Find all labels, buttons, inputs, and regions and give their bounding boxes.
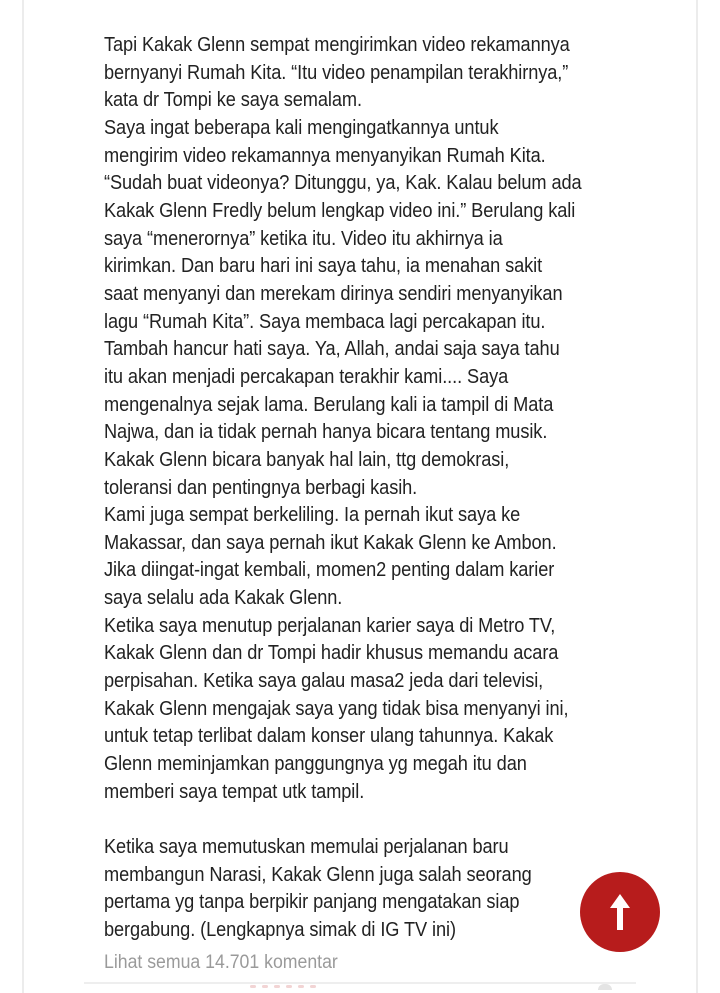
caption-line: saya “menerornya” ketika itu. Video itu akhirnya ia (104, 227, 503, 250)
caption-line: bergabung. (Lengkapnya simak di IG TV ini) (104, 919, 456, 941)
caption-line: Tapi Kakak Glenn sempat mengirimkan video rekamannya (104, 34, 570, 56)
caption-line: Najwa, dan ia tidak pernah hanya bicara tentang musik. (104, 421, 548, 444)
caption-line: bernyanyi Rumah Kita. “Itu video penampilan terakhirnya,” (104, 61, 569, 84)
card-border-right (696, 0, 698, 993)
caption-line: Saya ingat beberapa kali mengingatkannya untuk (104, 116, 499, 139)
card-border-left (22, 0, 24, 993)
caption-line: lagu “Rumah Kita”. Saya membaca lagi percakapan itu. (104, 310, 546, 333)
caption-line: Glenn meminjamkan panggungnya yg megah itu dan (104, 753, 527, 776)
caption-line: memberi saya tempat utk tampil. (104, 780, 365, 803)
caption-line: membangun Narasi, Kakak Glenn juga salah seorang (104, 863, 532, 886)
caption-line: toleransi dan pentingnya berbagi kasih. (104, 476, 418, 499)
divider (84, 982, 636, 984)
caption-line: kata dr Tompi ke saya semalam. (104, 89, 362, 112)
caption-line: Kakak Glenn bicara banyak hal lain, ttg demokrasi, (104, 448, 510, 471)
caption-line: Kami juga sempat berkeliling. Ia pernah ikut saya ke (104, 504, 521, 527)
caption-line: Kakak Glenn Fredly belum lengkap video ini.” Berulang kali (104, 199, 576, 222)
partial-icon (598, 984, 612, 990)
caption-line: “Sudah buat videonya? Ditunggu, ya, Kak. Kalau belum ada (104, 172, 582, 195)
arrow-up-icon (608, 892, 632, 932)
caption-line: saat menyanyi dan merekam dirinya sendiri menyanyikan (104, 282, 563, 305)
caption-line: Ketika saya memutuskan memulai perjalanan baru (104, 836, 509, 859)
caption-line: perpisahan. Ketika saya galau masa2 jeda dari televisi, (104, 670, 544, 693)
caption-blank-line (104, 806, 595, 834)
caption-line: Jika diingat-ingat kembali, momen2 penting dalam karier (104, 559, 555, 582)
post-caption (104, 32, 644, 945)
view-all-comments-link[interactable]: Lihat semua 14.701 komentar (104, 952, 338, 973)
caption-line: kirimkan. Dan baru hari ini saya tahu, ia menahan sakit (104, 255, 543, 278)
caption-line: itu akan menjadi percakapan terakhir kami.... Saya (104, 365, 509, 388)
caption-line: Makassar, dan saya pernah ikut Kakak Glenn ke Ambon. (104, 531, 557, 554)
caption-line: Kakak Glenn mengajak saya yang tidak bisa menyanyi ini, (104, 697, 569, 720)
caption-line: mengirim video rekamannya menyanyikan Rumah Kita. (104, 144, 546, 167)
caption-line: saya selalu ada Kakak Glenn. (104, 587, 343, 610)
caption-line: untuk tetap terlibat dalam konser ulang tahunnya. Kakak (104, 725, 554, 748)
caption-line: Ketika saya menutup perjalanan karier saya di Metro TV, (104, 614, 556, 637)
caption-line: Kakak Glenn dan dr Tompi hadir khusus memandu acara (104, 642, 559, 665)
caption-line: mengenalnya sejak lama. Berulang kali ia tampil di Mata (104, 393, 554, 416)
scroll-to-top-button[interactable] (580, 872, 660, 952)
loading-dots-indicator (250, 985, 316, 988)
caption-line: Tambah hancur hati saya. Ya, Allah, andai saja saya tahu (104, 338, 560, 361)
caption-line: pertama yg tanpa berpikir panjang mengatakan siap (104, 891, 520, 914)
